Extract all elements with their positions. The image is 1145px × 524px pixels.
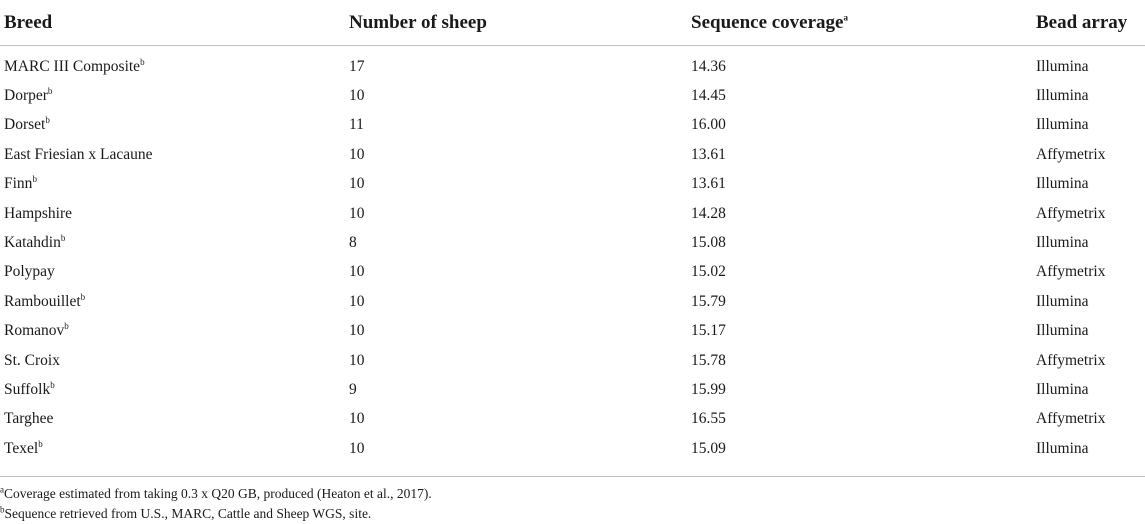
cell-array: Affymetrix [1036, 351, 1106, 369]
header-bead-array: Bead array [1032, 0, 1145, 46]
cell-sheep: 8 [349, 234, 357, 252]
table-row [0, 317, 1145, 346]
table-row [0, 258, 1145, 287]
cell-breed: Romanov$^b$ [4, 321, 69, 340]
cell-breed: Polypay [4, 263, 55, 281]
cell-sheep: 10 [349, 263, 365, 281]
header-sequence-coverage: Sequence coverage$^a$ [687, 0, 1032, 46]
cell-coverage: 15.78 [691, 351, 726, 369]
cell-breed: Suffolk$^b$ [4, 379, 55, 398]
cell-sheep: 10 [349, 87, 365, 105]
cell-array: Affymetrix [1036, 410, 1106, 428]
cell-coverage: 15.09 [691, 439, 726, 457]
table-row [0, 170, 1145, 199]
cell-coverage: 14.36 [691, 57, 726, 75]
cell-breed: Katahdin$^b$ [4, 232, 66, 252]
footnote-marker: a [843, 12, 848, 23]
cell-coverage: 13.61 [691, 175, 726, 193]
cell-breed: Texel$^b$ [4, 438, 43, 457]
table-row [0, 111, 1145, 140]
cell-breed: Finn$^b$ [4, 174, 37, 193]
header-row [0, 0, 1145, 46]
cell-breed: St. Croix [4, 351, 60, 369]
cell-sheep: 10 [349, 439, 365, 457]
cell-array: Illumina [1036, 439, 1089, 457]
footnote-a: $^a$Coverage estimated from taking 0.3 x Q20 GB, produced (Heaton et al., 2017). [0, 484, 432, 501]
cell-breed: Targhee [4, 410, 54, 428]
cell-coverage: 16.00 [691, 116, 726, 134]
cell-sheep: 10 [349, 322, 365, 340]
cell-breed: Dorset$^b$ [4, 115, 50, 134]
cell-coverage: 15.02 [691, 263, 726, 281]
cell-sheep: 10 [349, 145, 365, 163]
cell-array: Illumina [1036, 322, 1089, 340]
table-row [0, 81, 1145, 110]
cell-breed: Hampshire [4, 204, 73, 222]
cell-array: Affymetrix [1036, 204, 1106, 222]
cell-sheep: 10 [349, 351, 365, 369]
table-row [0, 199, 1145, 228]
table-row [0, 228, 1145, 257]
cell-array: Illumina [1036, 175, 1089, 193]
table-row [0, 375, 1145, 404]
cell-coverage: 15.79 [691, 292, 726, 310]
cell-coverage: 14.28 [691, 204, 726, 222]
cell-sheep: 10 [349, 204, 365, 222]
table-row [0, 287, 1145, 316]
footnote-b: $^b$Sequence retrieved from U.S., MARC, Cattle and Sheep WGS, site. [0, 504, 372, 521]
cell-coverage: 15.08 [691, 234, 726, 252]
cell-sheep: 9 [349, 380, 357, 398]
cell-array: Affymetrix [1036, 145, 1106, 163]
table-row [0, 405, 1145, 434]
cell-sheep: 17 [349, 57, 365, 75]
cell-coverage: 16.55 [691, 410, 726, 428]
cell-breed: Dorper$^b$ [4, 85, 53, 105]
header-number-of-sheep: Number of sheep [345, 0, 687, 46]
cell-breed: MARC III Composite$^b$ [4, 56, 145, 75]
table-row [0, 434, 1145, 469]
cell-sheep: 10 [349, 292, 365, 310]
cell-array: Illumina [1036, 87, 1089, 105]
table-row [0, 140, 1145, 169]
cell-array: Illumina [1036, 234, 1089, 252]
cell-breed: East Friesian x Lacaune [4, 145, 153, 163]
cell-array: Illumina [1036, 292, 1089, 310]
cell-array: Illumina [1036, 57, 1089, 75]
cell-sheep: 11 [349, 116, 364, 134]
cell-coverage: 15.99 [691, 380, 726, 398]
cell-array: Illumina [1036, 380, 1089, 398]
cell-sheep: 10 [349, 175, 365, 193]
cell-coverage: 15.17 [691, 322, 726, 340]
table-row [0, 346, 1145, 375]
cell-array: Illumina [1036, 116, 1089, 134]
table-bottom-rule [0, 476, 1145, 477]
cell-coverage: 14.45 [691, 87, 726, 105]
cell-sheep: 10 [349, 410, 365, 428]
cell-breed: Rambouillet$^b$ [4, 291, 86, 310]
cell-array: Affymetrix [1036, 263, 1106, 281]
table-row [0, 46, 1145, 82]
footnotes [0, 484, 1145, 524]
cell-coverage: 13.61 [691, 145, 726, 163]
header-breed: Breed [0, 0, 345, 46]
